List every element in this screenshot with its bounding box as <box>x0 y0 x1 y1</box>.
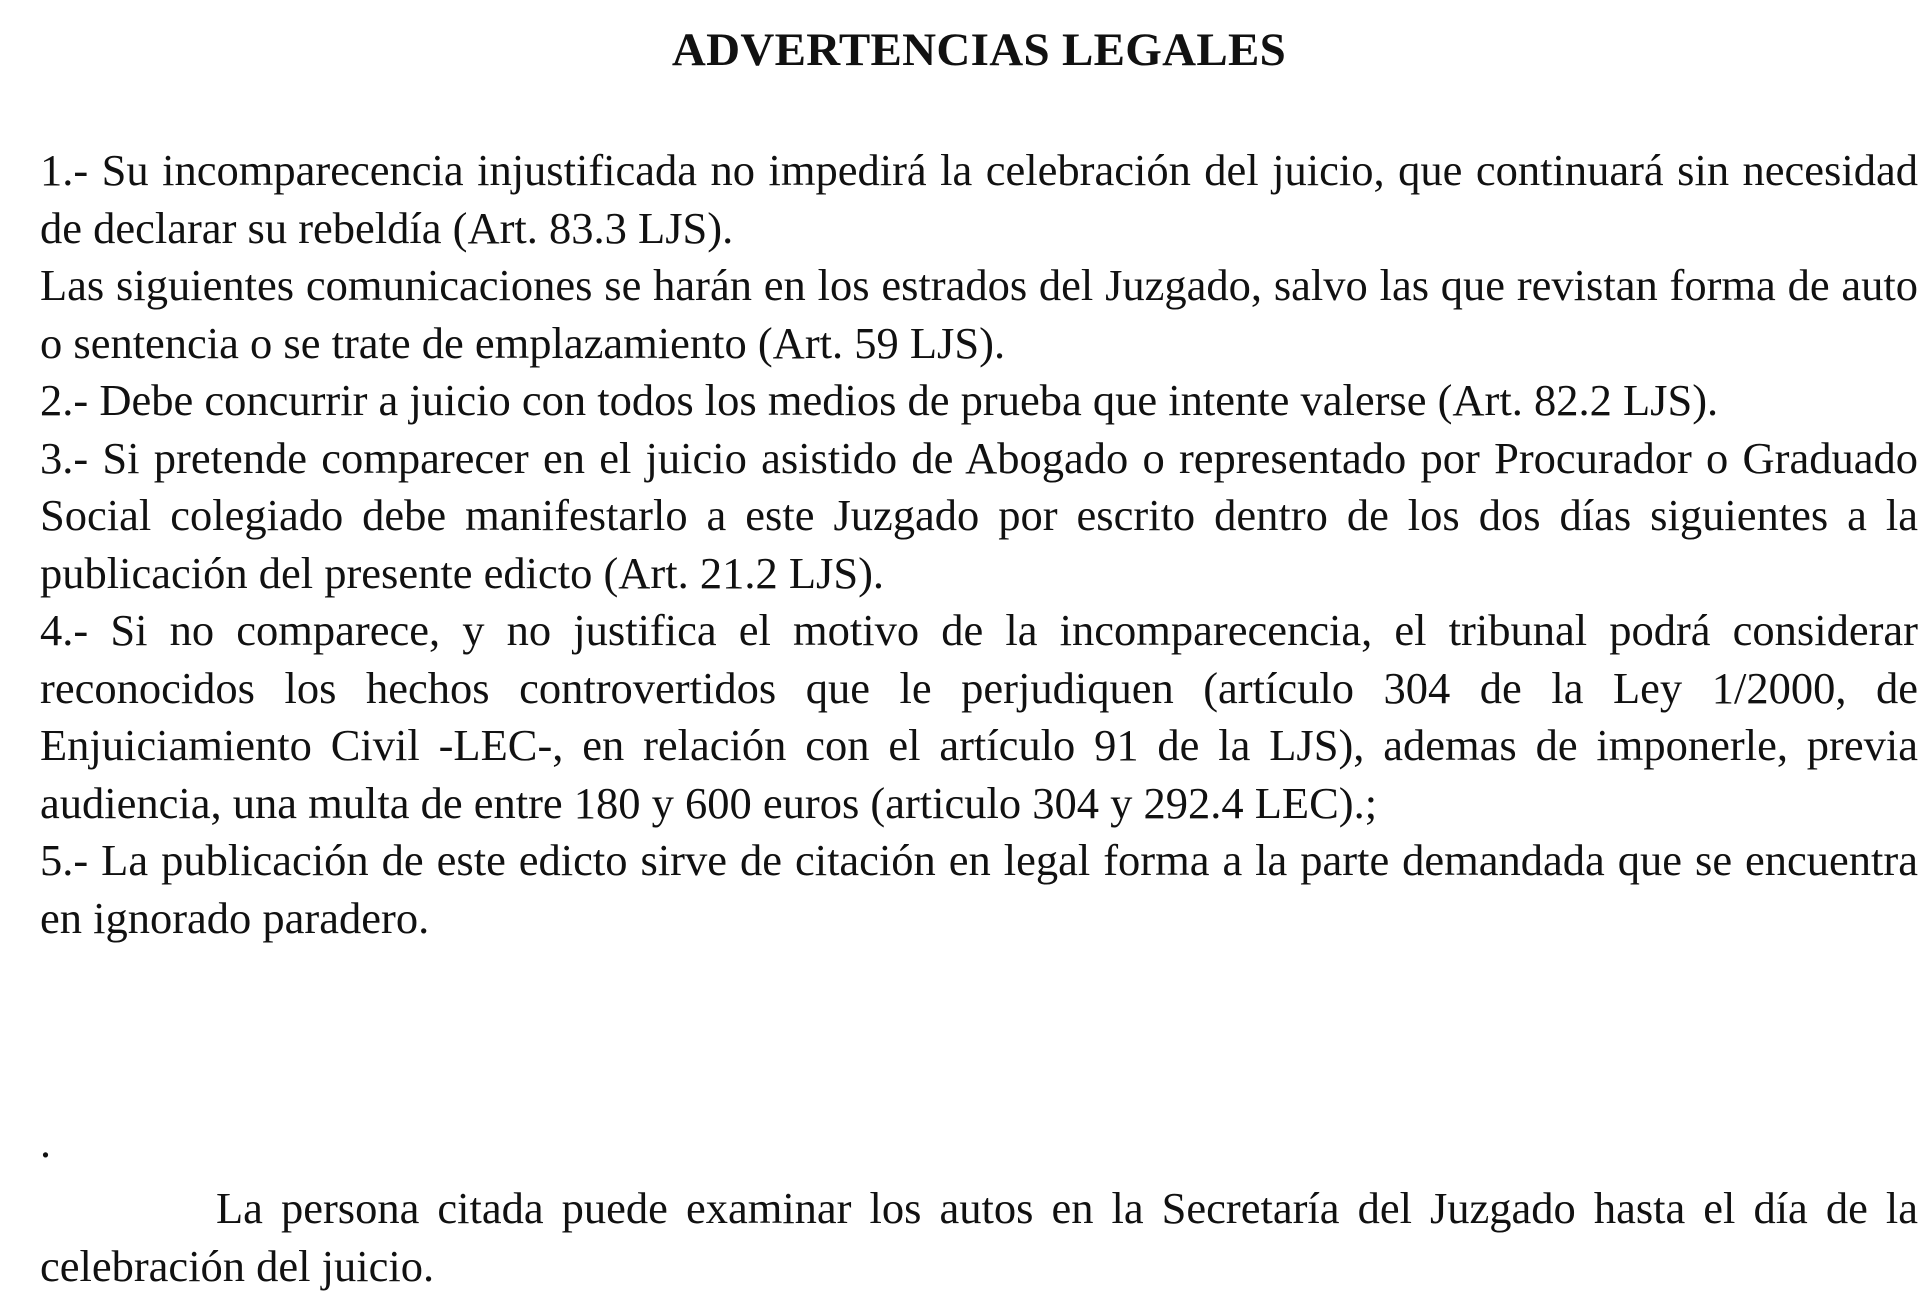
document-title: ADVERTENCIAS LEGALES <box>671 24 1287 76</box>
warning-paragraph-5: 5.- La publicación de este edicto sirve de citación en legal forma a la parte demandada que se encuentra en ignorado paradero. <box>40 835 1918 943</box>
legal-notice-page <box>40 20 1918 1290</box>
warning-paragraph-2: 2.- Debe concurrir a juicio con todos los medios de prueba que intente valerse (Art. 82.2 LJS). <box>40 375 1719 425</box>
warning-paragraph-1: 1.- Su incomparecencia injustificada no impedirá la celebración del juicio, que continuará sin necesidad de declarar su rebeldía (Art. 83.3 LJS). <box>40 145 1918 253</box>
stray-dot-mark: . <box>40 1118 51 1167</box>
closing-paragraph: La persona citada puede examinar los autos en la Secretaría del Juzgado hasta el día de la celebración del juicio. <box>40 1183 1918 1291</box>
warning-paragraph-4: 4.- Si no comparece, y no justifica el motivo de la incomparecencia, el tribunal podrá considerar reconocidos los hechos controvertidos que le perjudiquen (artículo 304 de la Ley 1/2000, de Enjuiciamiento Civil -LEC-, en relación con el artículo 91 de la LJS), ademas de imponerle, previa audiencia, una multa de entre 180 y 600 euros (articulo 304 y 292.4 LEC).; <box>40 605 1918 828</box>
legal-warnings-body <box>40 142 1918 947</box>
warning-paragraph-3: 3.- Si pretende comparecer en el juicio asistido de Abogado o representado por Procurador o Graduado Social colegiado debe manifestarlo a este Juzgado por escrito dentro de los dos días siguientes a la publicación del presente edicto (Art. 21.2 LJS). <box>40 432 1918 598</box>
warning-paragraph-communications: Las siguientes comunicaciones se harán en los estrados del Juzgado, salvo las que revistan forma de auto o sentencia o se trate de emplazamiento (Art. 59 LJS). <box>40 260 1918 368</box>
